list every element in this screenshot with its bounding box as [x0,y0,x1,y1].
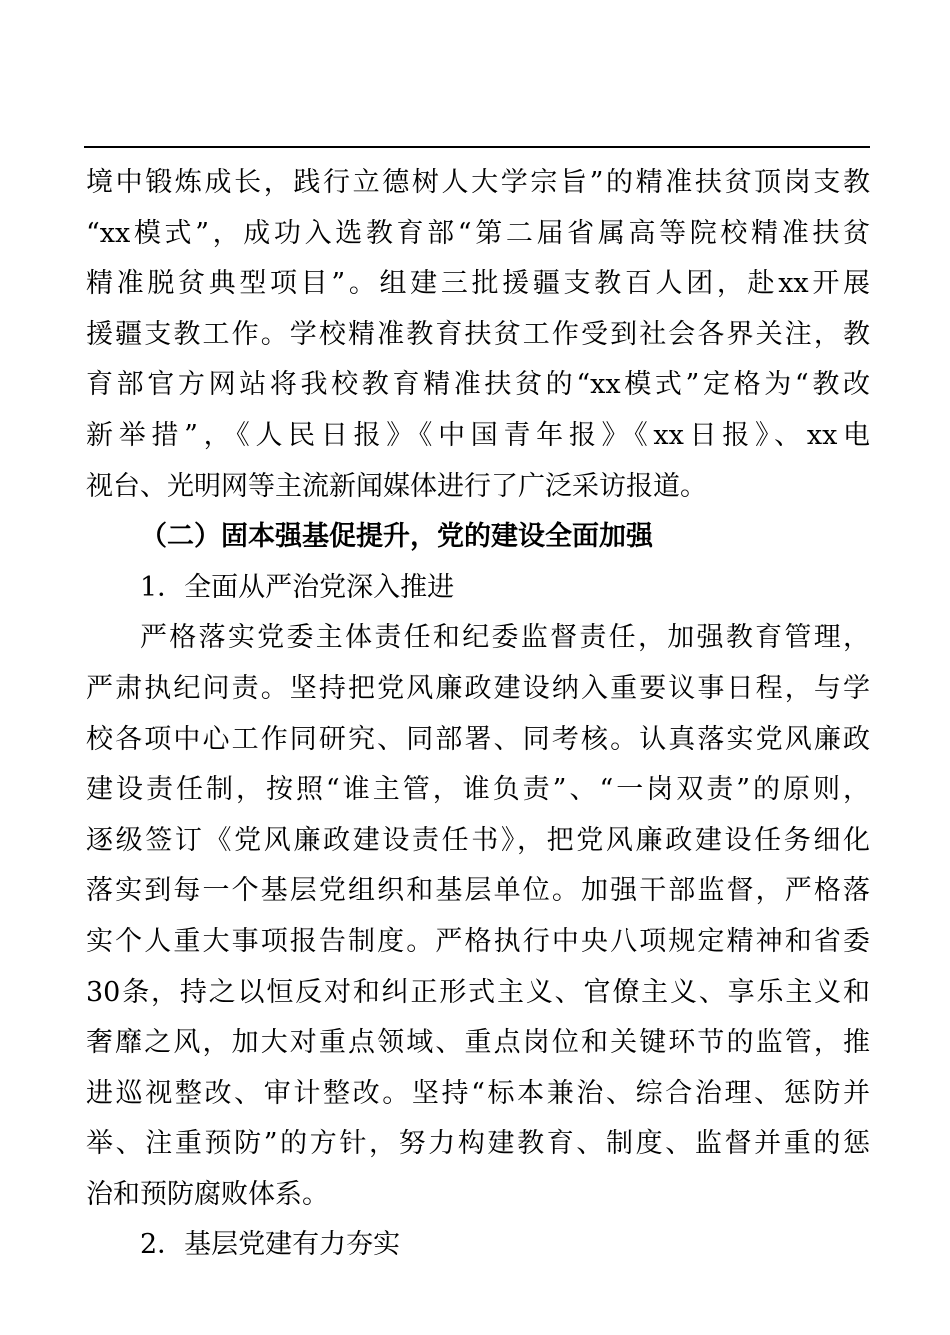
text-line: 视台、光明网等主流新闻媒体进行了广泛采访报道。 [86,470,707,502]
section-heading: （二）固本强基促提升，党的建设全面加强 [140,521,653,553]
text-line: 举、注重预防”的方针，努力构建教育、制度、监督并重的惩 [86,1128,870,1160]
text-line: 精准脱贫典型项目”。组建三批援疆支教百人团，赴xx开展 [86,268,870,300]
text-line: “xx模式”，成功入选教育部“第二届省属高等院校精准扶贫 [86,217,870,249]
text-line: 奢靡之风，加大对重点领域、重点岗位和关键环节的监管，推 [86,1027,870,1059]
text-line: 治和预防腐败体系。 [86,1178,329,1210]
text-line: 建设责任制，按照“谁主管，谁负责”、“一岗双责”的原则， [86,774,870,806]
paragraph-poverty-alleviation [86,158,870,512]
text-line: 新举措”，《人民日报》《中国青年报》《xx日报》、xx电 [86,419,870,451]
text-line: 严格落实党委主体责任和纪委监督责任，加强教育管理， [140,622,870,654]
text-line: 落实到每一个基层党组织和基层单位。加强干部监督，严格落 [86,875,870,907]
text-line: 30条，持之以恒反对和纠正形式主义、官僚主义、享乐主义和 [86,976,870,1008]
text-line: 育部官方网站将我校教育精准扶贫的“xx模式”定格为“教改 [86,369,870,401]
text-line: 校各项中心工作同研究、同部署、同考核。认真落实党风廉政 [86,723,870,755]
document-body [86,158,870,1271]
text-line: 进巡视整改、审计整改。坚持“标本兼治、综合治理、惩防并 [86,1077,870,1109]
text-line: 境中锻炼成长，践行立德树人大学宗旨”的精准扶贫顶岗支教 [86,167,870,198]
subsection-title: 2．基层党建有力夯实 [140,1229,401,1261]
header-rule [84,146,870,148]
text-line: 援疆支教工作。学校精准教育扶贫工作受到社会各界关注，教 [86,318,870,350]
text-line: 逐级签订《党风廉政建设责任书》，把党风廉政建设任务细化 [86,824,870,856]
paragraph-party-discipline [86,613,870,1220]
text-line: 实个人重大事项报告制度。严格执行中央八项规定精神和省委 [86,925,870,957]
text-line: 严肃执纪问责。坚持把党风廉政建设纳入重要议事日程，与学 [86,672,870,704]
subsection-title: 1．全面从严治党深入推进 [140,571,455,603]
